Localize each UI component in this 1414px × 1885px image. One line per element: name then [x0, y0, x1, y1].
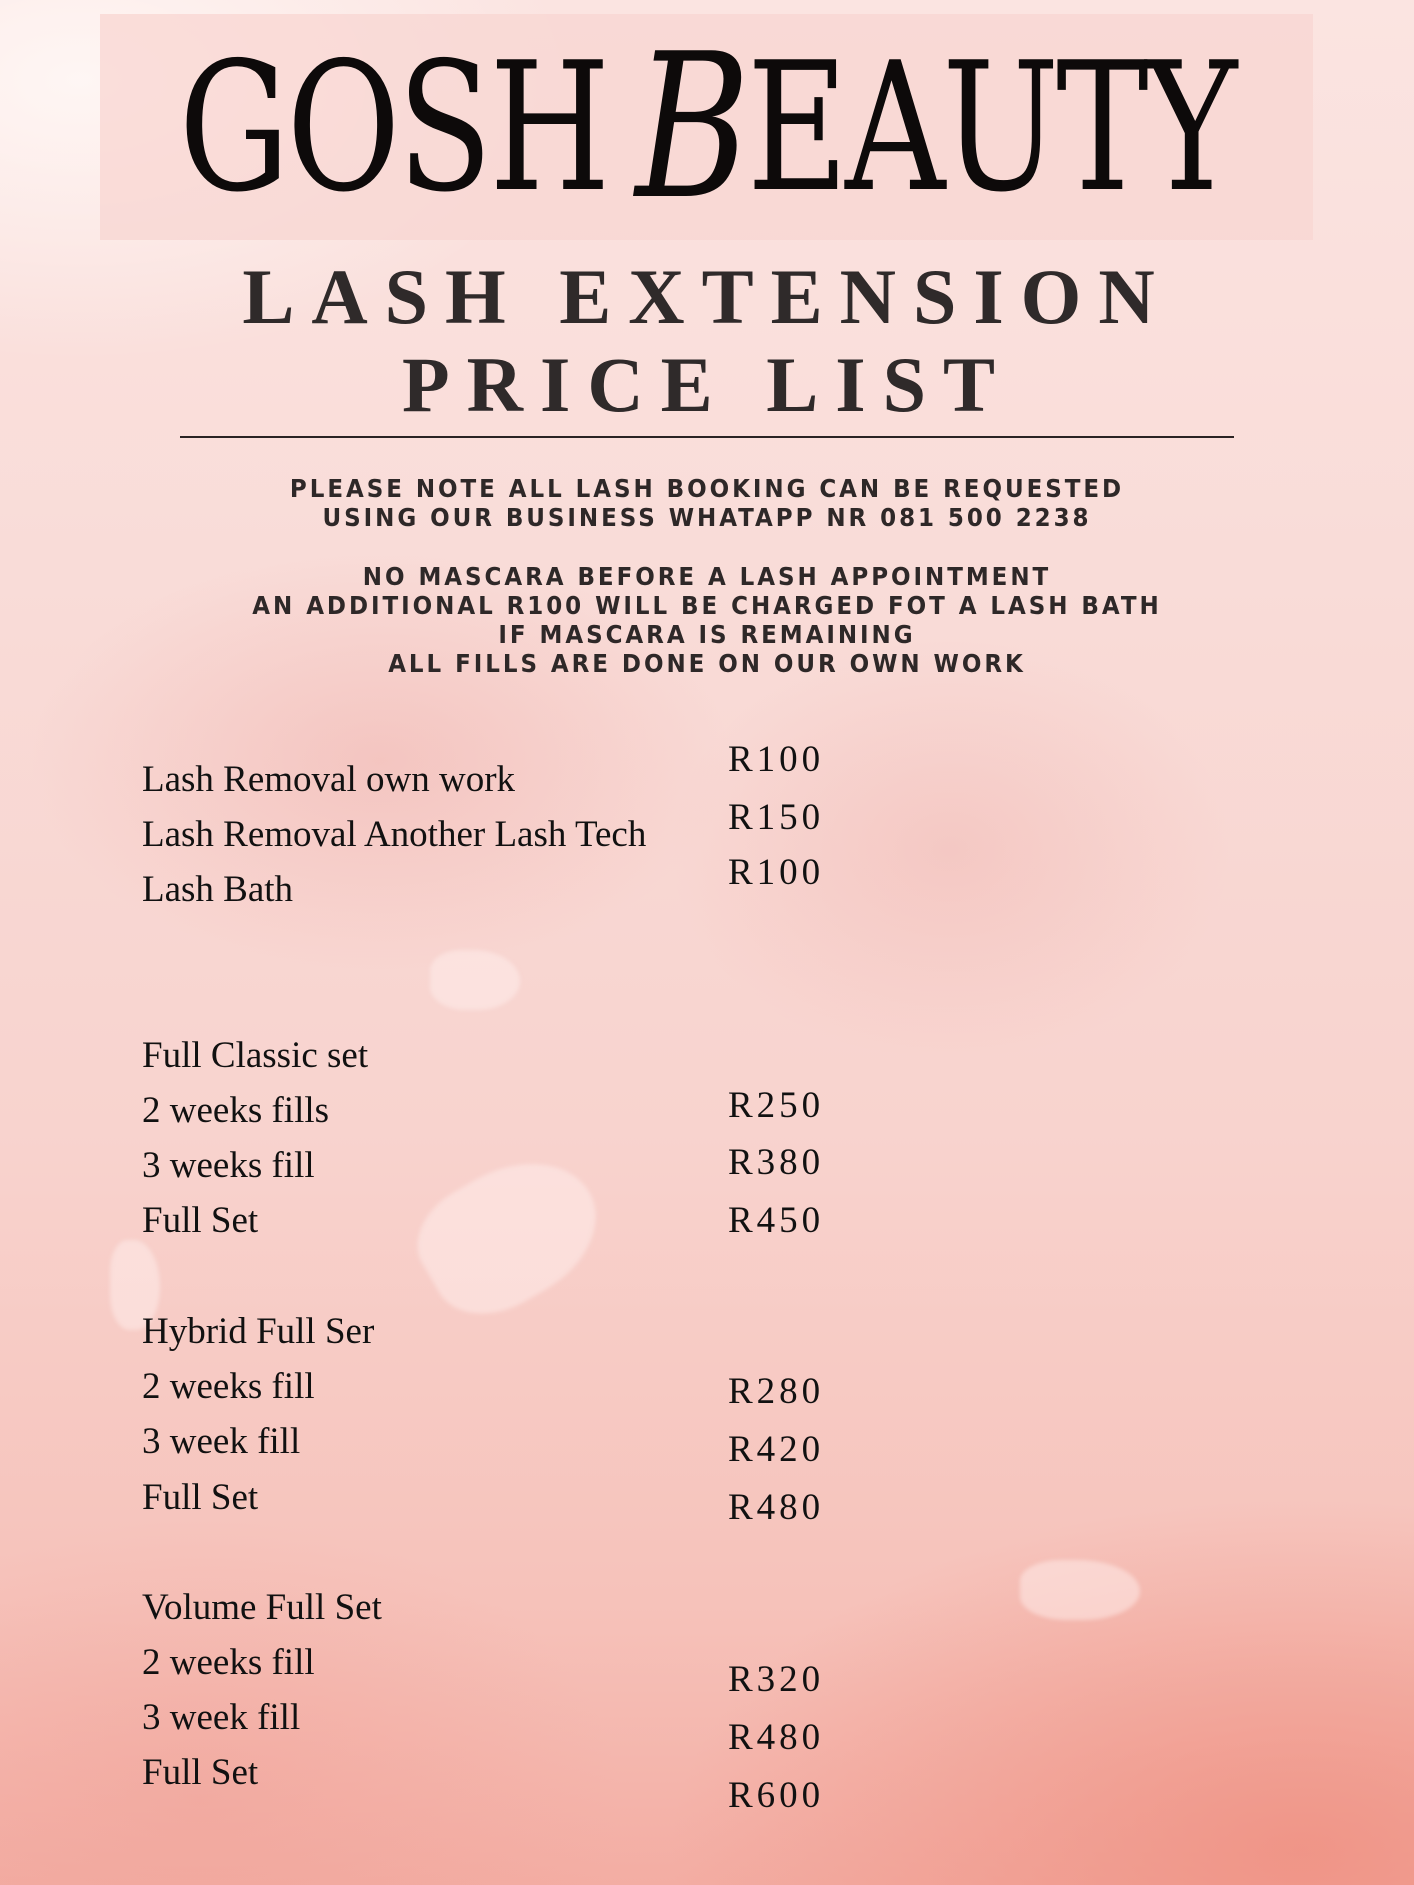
- item-label: 2 weeks fill: [142, 1642, 315, 1683]
- item-price: R100: [728, 739, 825, 780]
- item-price: R420: [728, 1429, 825, 1470]
- section-heading: Volume Full Set: [142, 1587, 382, 1628]
- item-label: 3 week fill: [142, 1421, 301, 1462]
- booking-notice: [57, 474, 1358, 532]
- item-price: R320: [728, 1659, 825, 1700]
- brand-name-second-rest: EAUTY: [746, 23, 1235, 231]
- notice-line: USING OUR BUSINESS WHATAPP NR 081 500 2238: [322, 503, 1092, 532]
- page-title-line-2: PRICE LIST: [402, 341, 1012, 428]
- item-label: Full Set: [142, 1200, 259, 1241]
- section-heading: Hybrid Full Ser: [142, 1311, 375, 1352]
- brand-logo: [178, 10, 1235, 244]
- item-label: Full Set: [142, 1477, 259, 1518]
- item-label: Lash Removal Another Lash Tech: [142, 814, 647, 855]
- item-price: R280: [728, 1371, 825, 1412]
- watercolor-blot: [1020, 1560, 1140, 1620]
- item-price: R450: [728, 1200, 825, 1241]
- item-price: R380: [728, 1142, 825, 1183]
- item-price: R250: [728, 1085, 825, 1126]
- item-label: Lash Bath: [142, 869, 294, 910]
- title-divider: [180, 436, 1234, 438]
- notice-line: NO MASCARA BEFORE A LASH APPOINTMENT: [362, 562, 1052, 591]
- notice-line: ALL FILLS ARE DONE ON OUR OWN WORK: [388, 649, 1026, 678]
- section-heading: Full Classic set: [142, 1035, 369, 1076]
- watercolor-blot: [430, 950, 520, 1010]
- item-price: R480: [728, 1487, 825, 1528]
- item-label: 3 week fill: [142, 1697, 301, 1738]
- watercolor-blot: [400, 1134, 621, 1337]
- page-title-line-1: LASH EXTENSION: [242, 253, 1172, 340]
- item-price: R480: [728, 1717, 825, 1758]
- rules-notice: [57, 562, 1358, 678]
- item-label: Full Set: [142, 1752, 259, 1793]
- notice-line: AN ADDITIONAL R100 WILL BE CHARGED FOT A LASH BATH: [252, 591, 1162, 620]
- item-label: 2 weeks fill: [142, 1366, 315, 1407]
- item-price: R600: [728, 1775, 825, 1816]
- item-label: 3 weeks fill: [142, 1145, 315, 1186]
- brand-name-second-initial: B: [635, 10, 747, 244]
- brand-name-first: GOSH: [178, 23, 608, 231]
- item-label: 2 weeks fills: [142, 1090, 330, 1131]
- item-label: Lash Removal own work: [142, 759, 516, 800]
- notice-line: IF MASCARA IS REMAINING: [498, 620, 916, 649]
- item-price: R150: [728, 797, 825, 838]
- item-price: R100: [728, 852, 825, 893]
- logo-banner: [100, 10, 1313, 244]
- notice-line: PLEASE NOTE ALL LASH BOOKING CAN BE REQUESTED: [289, 474, 1125, 503]
